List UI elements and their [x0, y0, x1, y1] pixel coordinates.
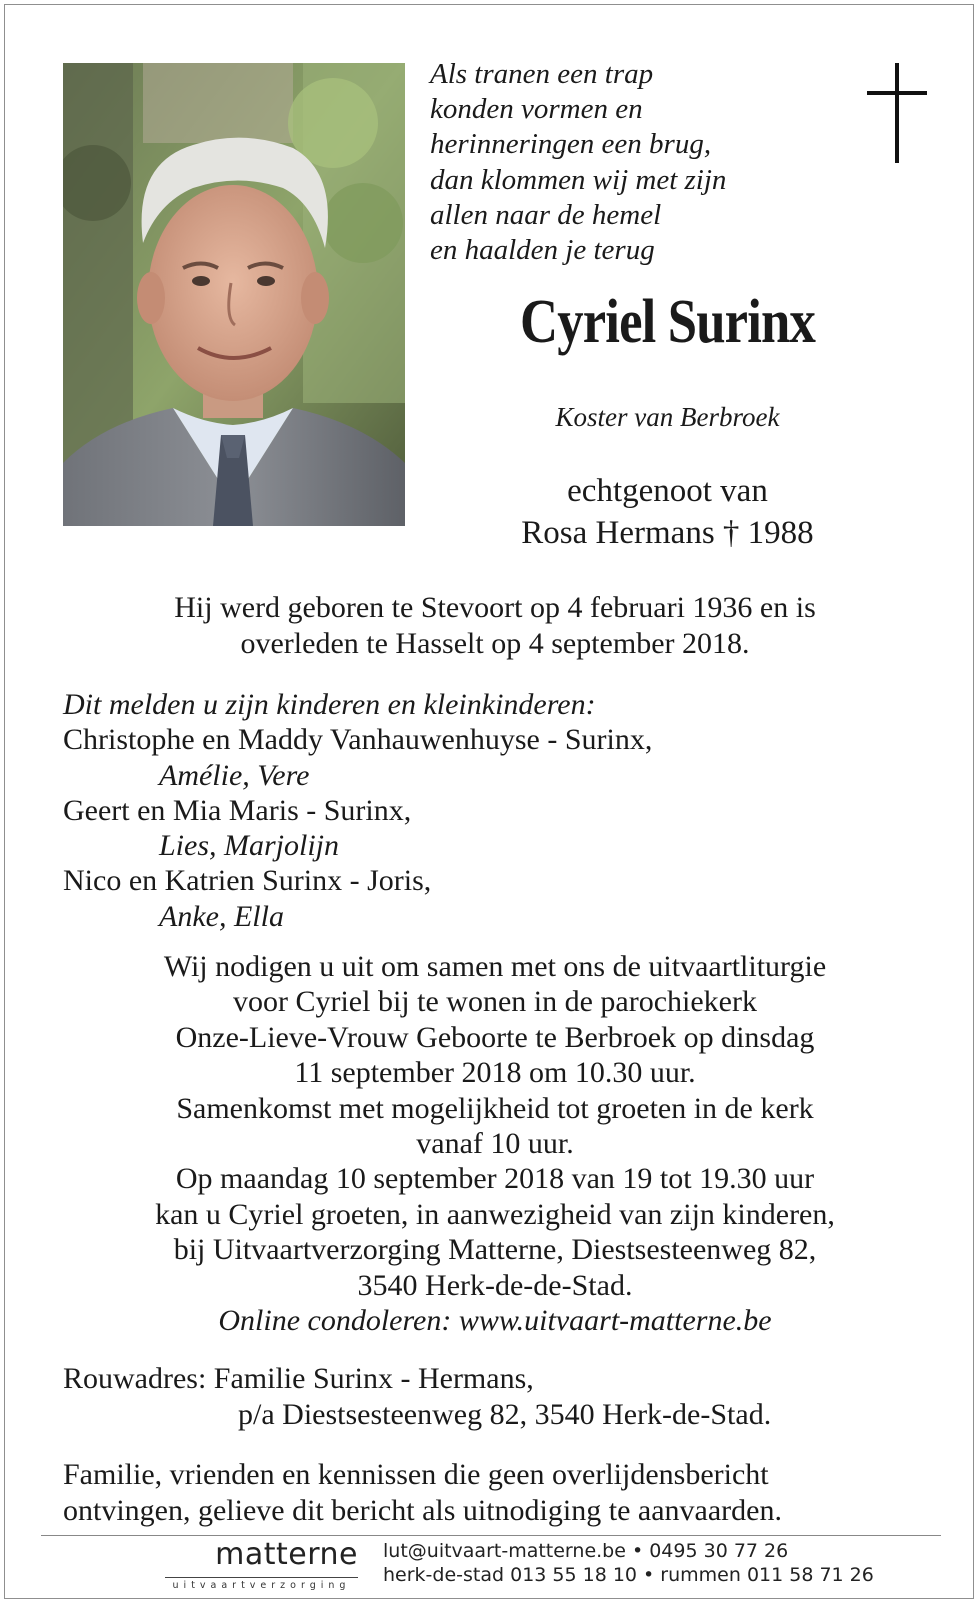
address-line: Rouwadres: Familie Surinx - Hermans, — [63, 1362, 534, 1395]
poem-line: en haalden je terug — [430, 234, 655, 267]
closing-text — [63, 1457, 943, 1529]
invitation-line: voor Cyriel bij te wonen in de parochiekerk — [232, 985, 757, 1019]
poem-line: herinneringen een brug, — [430, 128, 712, 161]
invitation-text — [45, 949, 945, 1338]
spouse-line: echtgenoot van — [567, 473, 768, 509]
family-list — [63, 687, 943, 934]
child-couple: Nico en Katrien Surinx - Joris, — [63, 864, 432, 898]
invitation-line: bij Uitvaartverzorging Matterne, Diestsesteenweg 82, — [173, 1233, 817, 1267]
family-intro: Dit melden u zijn kinderen en kleinkinderen: — [63, 688, 596, 721]
latin-cross-icon — [865, 63, 929, 167]
portrait-photo — [63, 63, 405, 526]
invitation-line: Onze-Lieve-Vrouw Geboorte te Berbroek op dinsdag — [175, 1020, 815, 1054]
footer-contact — [383, 1539, 943, 1587]
deceased-name: Cyriel Surinx — [520, 288, 815, 356]
poem-line: dan klommen wij met zijn — [430, 163, 727, 196]
grandchildren: Anke, Ella — [159, 899, 284, 933]
death-line: overleden te Hasselt op 4 september 2018. — [240, 627, 750, 660]
occupation: Koster van Berbroek — [555, 402, 780, 432]
online-condolence-line: Online condoleren: www.uitvaart-matterne.be — [218, 1304, 772, 1338]
mourning-address — [63, 1361, 943, 1433]
logo-underline — [165, 1577, 358, 1578]
invitation-line: Op maandag 10 september 2018 van 19 tot 19.30 uur — [175, 1162, 815, 1196]
contact-line: herk-de-stad 013 55 18 10 • rummen 011 58 71 26 — [383, 1564, 874, 1586]
poem-line: allen naar de hemel — [430, 198, 662, 231]
grandchildren: Lies, Marjolijn — [159, 829, 340, 863]
invitation-line: Samenkomst met mogelijkheid tot groeten in de kerk — [176, 1091, 814, 1125]
spouse-line: Rosa Hermans † 1988 — [521, 515, 814, 551]
invitation-line: kan u Cyriel groeten, in aanwezigheid van zijn kinderen, — [155, 1197, 835, 1231]
birth-line: Hij werd geboren te Stevoort op 4 februari 1936 en is — [174, 591, 816, 624]
invitation-line: 3540 Herk-de-de-Stad. — [357, 1268, 633, 1302]
spouse-info — [415, 470, 920, 554]
invitation-line: Wij nodigen u uit om samen met ons de uitvaartliturgie — [163, 950, 827, 983]
address-line: p/a Diestsesteenweg 82, 3540 Herk-de-Stad. — [238, 1398, 772, 1431]
logo-subtitle: uitvaartverzorging — [172, 1580, 351, 1591]
child-couple: Christophe en Maddy Vanhauwenhuyse - Surinx, — [63, 723, 653, 757]
death-notice-card — [4, 4, 974, 1599]
contact-line: lut@uitvaart-matterne.be • 0495 30 77 26 — [383, 1540, 789, 1562]
closing-line: Familie, vrienden en kennissen die geen overlijdensbericht — [63, 1458, 769, 1491]
child-couple: Geert en Mia Maris - Surinx, — [63, 793, 412, 827]
grandchildren: Amélie, Vere — [159, 758, 310, 792]
invitation-line: vanaf 10 uur. — [416, 1127, 574, 1161]
closing-line: ontvingen, gelieve dit bericht als uitnodiging te aanvaarden. — [63, 1494, 782, 1527]
footer-divider — [41, 1535, 941, 1536]
matterne-logo — [165, 1537, 358, 1597]
poem-line: Als tranen een trap — [430, 58, 654, 90]
poem-line: konden vormen en — [430, 93, 643, 126]
invitation-line: 11 september 2018 om 10.30 uur. — [294, 1056, 696, 1090]
logo-word: matterne — [215, 1537, 358, 1572]
birth-death-text — [45, 590, 945, 662]
poem — [430, 57, 820, 268]
